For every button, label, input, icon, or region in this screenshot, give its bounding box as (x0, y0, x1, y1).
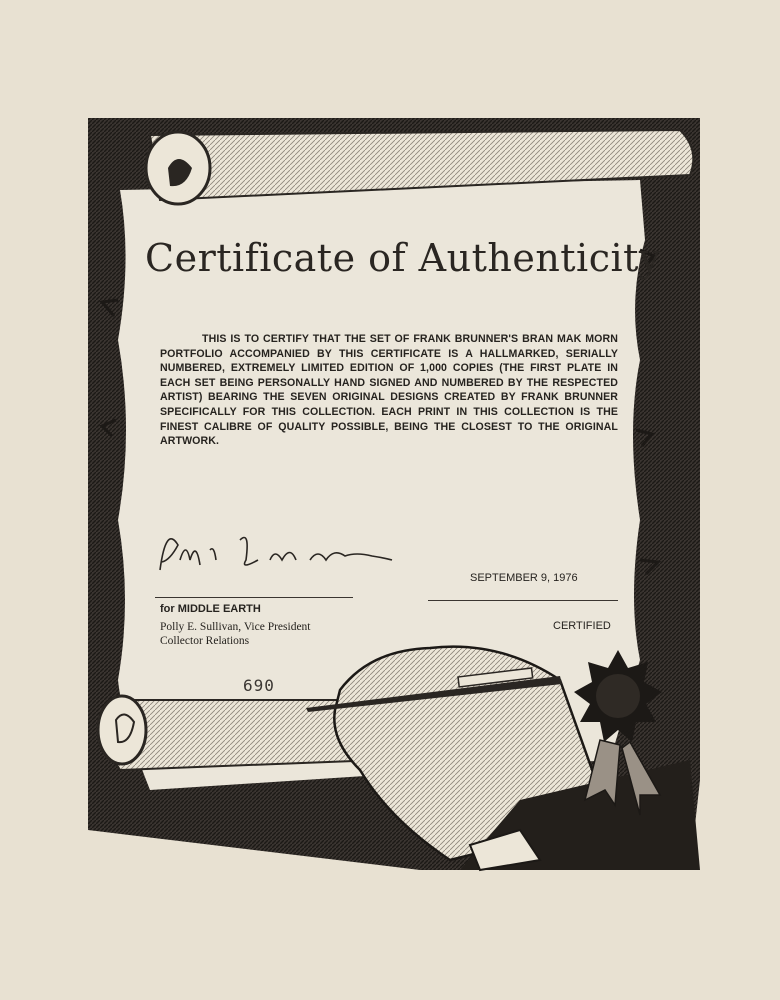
issue-date: SEPTEMBER 9, 1976 (470, 572, 578, 584)
signer-department: Collector Relations (160, 635, 250, 647)
signer-name: Polly E. Sullivan, Vice President (160, 621, 311, 633)
certified-label: CERTIFIED (553, 620, 611, 632)
issuing-organization: for MIDDLE EARTH (160, 603, 261, 615)
certificate-body: THIS IS TO CERTIFY THAT THE SET OF FRANK BRUNNER'S BRAN MAK MORN PORTFOLIO ACCOMPANIED BY THIS CERTIFICATE IS A HALLMARKED, SERIALLY NUMBERED, EXTREMELY LIMITED EDITION OF 1,000 COPIES (THE FIRST PLATE IN EACH SET BEING PERSONALLY HAND SIGNED AND NUMBERED BY THE RESPECTED ARTIST) BEARING THE SEVEN ORIGINAL DESIGNS CREATED BY FRANK BRUNNER SPECIFICALLY FOR THIS COLLECTION. EACH PRINT IN THIS COLLECTION IS THE FINEST CALIBRE OF QUALITY POSSIBLE, BEING THE CLOSEST TO THE ORIGINAL ARTWORK. (160, 333, 618, 448)
serial-number: 690 (243, 676, 275, 695)
certificate-title: Certificate of Authenticity (145, 236, 661, 280)
signature-line (155, 597, 353, 598)
date-line (428, 600, 618, 601)
signer-info (160, 620, 311, 648)
